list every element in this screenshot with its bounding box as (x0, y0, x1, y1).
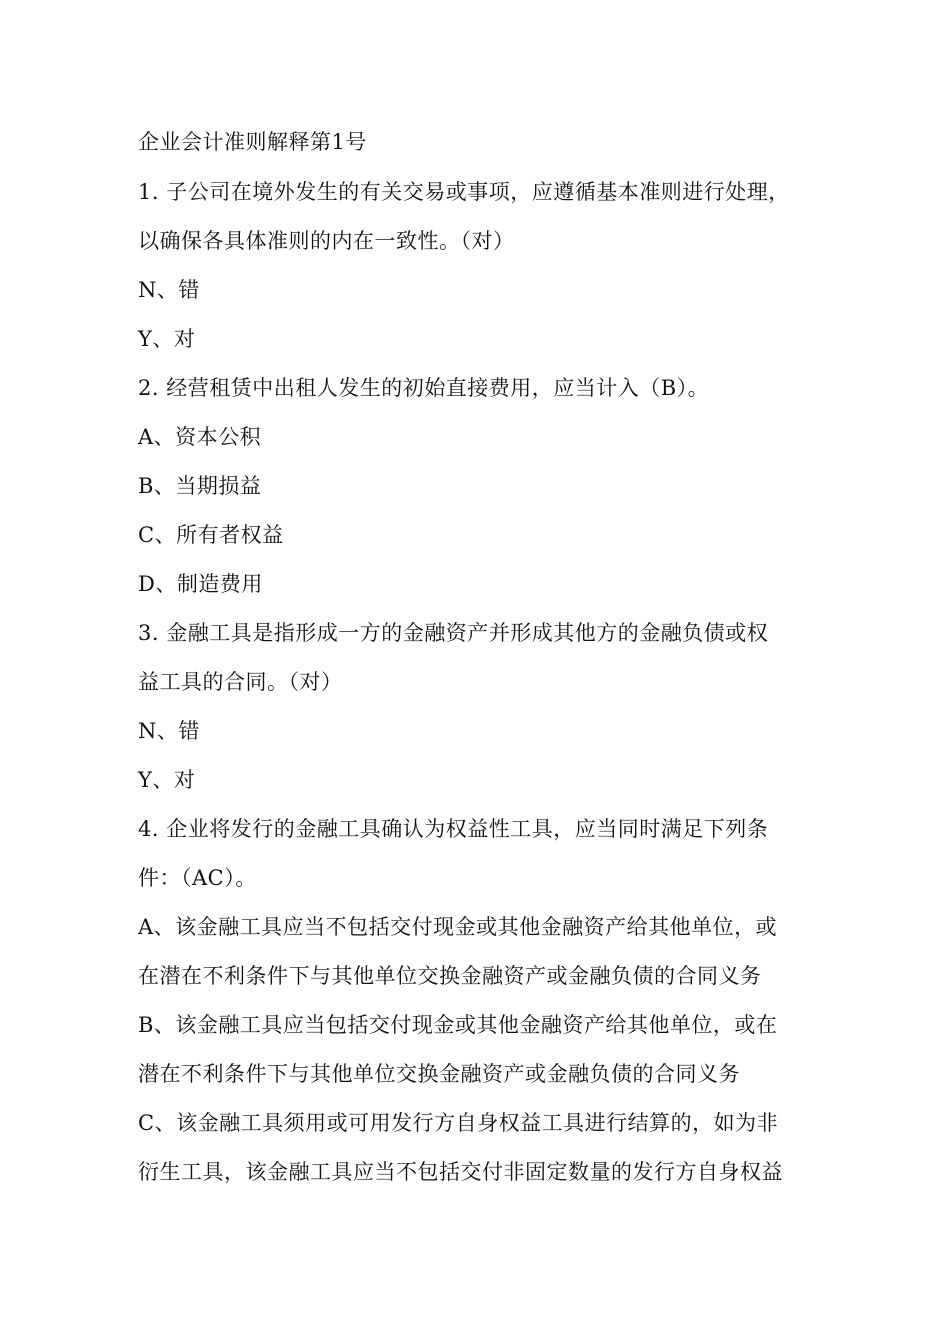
question-3-line-1: 3. 金融工具是指形成一方的金融资产并形成其他方的金融负债或权 (138, 621, 769, 645)
question-2-option-d: D、制造费用 (138, 572, 263, 596)
question-2-line-1: 2. 经营租赁中出租人发生的初始直接费用，应当计入（B）。 (138, 376, 710, 400)
question-1-option-n: N、错 (138, 278, 200, 302)
question-4-option-c-line-2: 衍生工具，该金融工具应当不包括交付非固定数量的发行方自身权益 (138, 1160, 783, 1184)
document-title: 企业会计准则解释第1号 (138, 130, 367, 154)
question-4-option-b-line-2: 潜在不利条件下与其他单位交换金融资产或金融负债的合同义务 (138, 1062, 740, 1086)
question-3-option-y: Y、对 (138, 768, 196, 792)
question-2-option-c: C、所有者权益 (138, 523, 284, 547)
question-4-line-1: 4. 企业将发行的金融工具确认为权益性工具，应当同时满足下列条 (138, 817, 769, 841)
question-1-line-2: 以确保各具体准则的内在一致性。（对） (138, 229, 515, 253)
question-2-option-a: A、资本公积 (138, 425, 262, 449)
question-3-line-2: 益工具的合同。（对） (138, 670, 343, 694)
question-1-line-1: 1. 子公司在境外发生的有关交易或事项，应遵循基本准则进行处理， (138, 180, 790, 204)
question-4-option-a-line-2: 在潜在不利条件下与其他单位交换金融资产或金融负债的合同义务 (138, 964, 762, 988)
question-4-option-a-line-1: A、该金融工具应当不包括交付现金或其他金融资产给其他单位，或 (138, 915, 778, 939)
question-4-option-c-line-1: C、该金融工具须用或可用发行方自身权益工具进行结算的，如为非 (138, 1111, 779, 1135)
question-3-option-n: N、错 (138, 719, 200, 743)
question-1-option-y: Y、对 (138, 327, 196, 351)
question-2-option-b: B、当期损益 (138, 474, 262, 498)
question-4-option-b-line-1: B、该金融工具应当包括交付现金或其他金融资产给其他单位，或在 (138, 1013, 778, 1037)
question-4-line-2: 件：（AC）。 (138, 866, 257, 890)
